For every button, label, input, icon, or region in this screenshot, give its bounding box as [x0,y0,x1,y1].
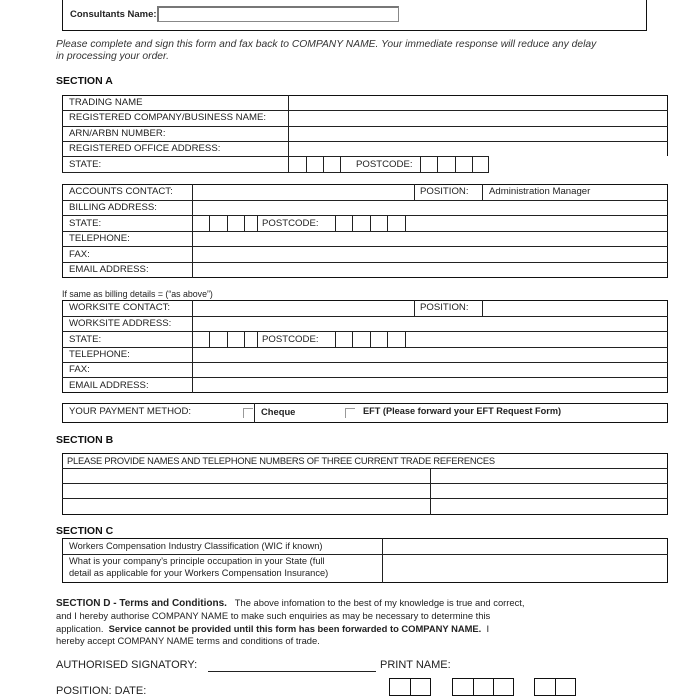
trade-reference-2-phone[interactable] [431,484,667,497]
accounts-email-field[interactable] [193,263,667,277]
trading-name-label: TRADING NAME [69,97,143,108]
worksite-state-box-2[interactable] [210,332,226,346]
section-c-heading: SECTION C [56,525,114,537]
principle-occupation-field[interactable] [383,555,667,582]
worksite-state-box-3[interactable] [228,332,243,346]
print-name-label: PRINT NAME: [380,659,451,671]
accounts-contact-field[interactable] [193,185,413,199]
accounts-email-label: EMAIL ADDRESS: [69,264,149,275]
worksite-postcode-box-2[interactable] [353,332,369,346]
trade-references-header: PLEASE PROVIDE NAMES AND TELEPHONE NUMBERS OF THREE CURRENT TRADE REFERENCES [67,456,495,466]
worksite-postcode-box-3[interactable] [371,332,386,346]
payment-method-label: YOUR PAYMENT METHOD: [69,406,192,417]
billing-address-field[interactable] [193,201,667,214]
billing-state-box-3[interactable] [228,216,243,230]
postcode-label: POSTCODE: [356,159,413,170]
billing-state-label: STATE: [69,218,102,229]
arn-arbn-field[interactable] [289,127,666,140]
authorised-signatory-label: AUTHORISED SIGNATORY: [56,659,198,671]
trade-reference-3-name[interactable] [63,499,429,513]
consultants-name-label: Consultants Name: [70,9,157,20]
worksite-telephone-field[interactable] [193,348,667,361]
worksite-postcode-box-4[interactable] [388,332,404,346]
worksite-telephone-label: TELEPHONE: [69,349,130,360]
section-d-terms: SECTION D - Terms and Conditions. The above infomation to the best of my knowledge is true and correct, and I hereby authorise COMPANY NAME to make such enquiries as may be necessary to determine this application. Service cannot be provided until this form has been forwarded to COMPANY NAME. I hereby accept COMPANY NAME terms and conditions of trade. [56,597,525,646]
accounts-fax-label: FAX: [69,249,90,260]
accounts-telephone-field[interactable] [193,232,667,245]
worksite-note: If same as billing details = (“as above”) [62,289,213,299]
worksite-email-label: EMAIL ADDRESS: [69,380,149,391]
worksite-state-box-1[interactable] [193,332,208,346]
state-box-3[interactable] [323,156,341,173]
accounts-fax-field[interactable] [193,247,667,261]
worksite-email-field[interactable] [193,378,667,392]
state-label: STATE: [69,159,102,170]
position-date-label: POSITION: DATE: [56,685,147,697]
service-notice: Service cannot be provided until this form has been forwarded to COMPANY NAME. [108,622,482,634]
section-a-heading: SECTION A [56,75,113,87]
state-box-2[interactable] [306,156,324,173]
worksite-fax-label: FAX: [69,364,90,375]
section-b-heading: SECTION B [56,434,114,446]
billing-postcode-box-4[interactable] [388,216,404,230]
wic-field[interactable] [383,539,667,553]
registered-office-field[interactable] [289,142,666,155]
trade-reference-2-name[interactable] [63,484,429,497]
billing-postcode-box-2[interactable] [353,216,369,230]
eft-label: EFT (Please forward your EFT Request Form) [363,406,562,416]
accounts-telephone-label: TELEPHONE: [69,233,130,244]
principle-occupation-label-line2: detail as applicable for your Workers Compensation Insurance) [69,568,329,578]
registered-company-label: REGISTERED COMPANY/BUSINESS NAME: [69,112,267,123]
accounts-position-label: POSITION: [420,186,469,197]
worksite-postcode-label: POSTCODE: [262,334,319,345]
trade-reference-3-phone[interactable] [431,499,667,513]
worksite-state-label: STATE: [69,334,102,345]
intro-line-2: in processing your order. [56,51,169,62]
intro-line-1: Please complete and sign this form and fax back to COMPANY NAME. Your immediate response will reduce any delay [56,39,597,50]
postcode-box-4[interactable] [472,156,489,173]
accounts-contact-label: ACCOUNTS CONTACT: [69,186,173,197]
section-d-heading: SECTION D - Terms and Conditions. [56,598,227,609]
cheque-label: Cheque [261,406,296,417]
trade-reference-1-phone[interactable] [431,469,667,482]
postcode-box-1[interactable] [420,156,438,173]
billing-postcode-box-3[interactable] [371,216,386,230]
worksite-postcode-box-1[interactable] [336,332,351,346]
eft-checkbox[interactable] [345,408,355,418]
billing-postcode-box-1[interactable] [336,216,351,230]
worksite-address-field[interactable] [193,317,667,330]
worksite-fax-field[interactable] [193,363,667,376]
consultants-name-input[interactable] [157,6,399,22]
worksite-position-field[interactable] [483,301,667,315]
billing-state-box-1[interactable] [193,216,208,230]
worksite-contact-field[interactable] [193,301,413,315]
state-box-1[interactable] [288,156,307,173]
billing-state-box-2[interactable] [210,216,226,230]
accounts-position-value[interactable]: Administration Manager [489,186,591,197]
registered-office-label: REGISTERED OFFICE ADDRESS: [69,143,221,154]
trade-reference-1-name[interactable] [63,469,429,482]
worksite-address-label: WORKSITE ADDRESS: [69,318,172,329]
billing-postcode-label: POSTCODE: [262,218,319,229]
registered-company-field[interactable] [289,111,666,125]
wic-label: Workers Compensation Industry Classification (WIC if known) [69,541,323,551]
worksite-contact-label: WORKSITE CONTACT: [69,302,171,313]
postcode-box-2[interactable] [437,156,456,173]
cheque-checkbox[interactable] [243,408,253,418]
trading-name-field[interactable] [289,96,666,109]
principle-occupation-label-line1: What is your company’s principle occupation in your State (full [69,556,325,566]
arn-arbn-label: ARN/ARBN NUMBER: [69,128,166,139]
date-month-box[interactable] [452,678,514,696]
postcode-box-3[interactable] [455,156,473,173]
worksite-position-label: POSITION: [420,302,469,313]
authorised-signatory-line[interactable] [208,671,376,672]
billing-address-label: BILLING ADDRESS: [69,202,157,213]
